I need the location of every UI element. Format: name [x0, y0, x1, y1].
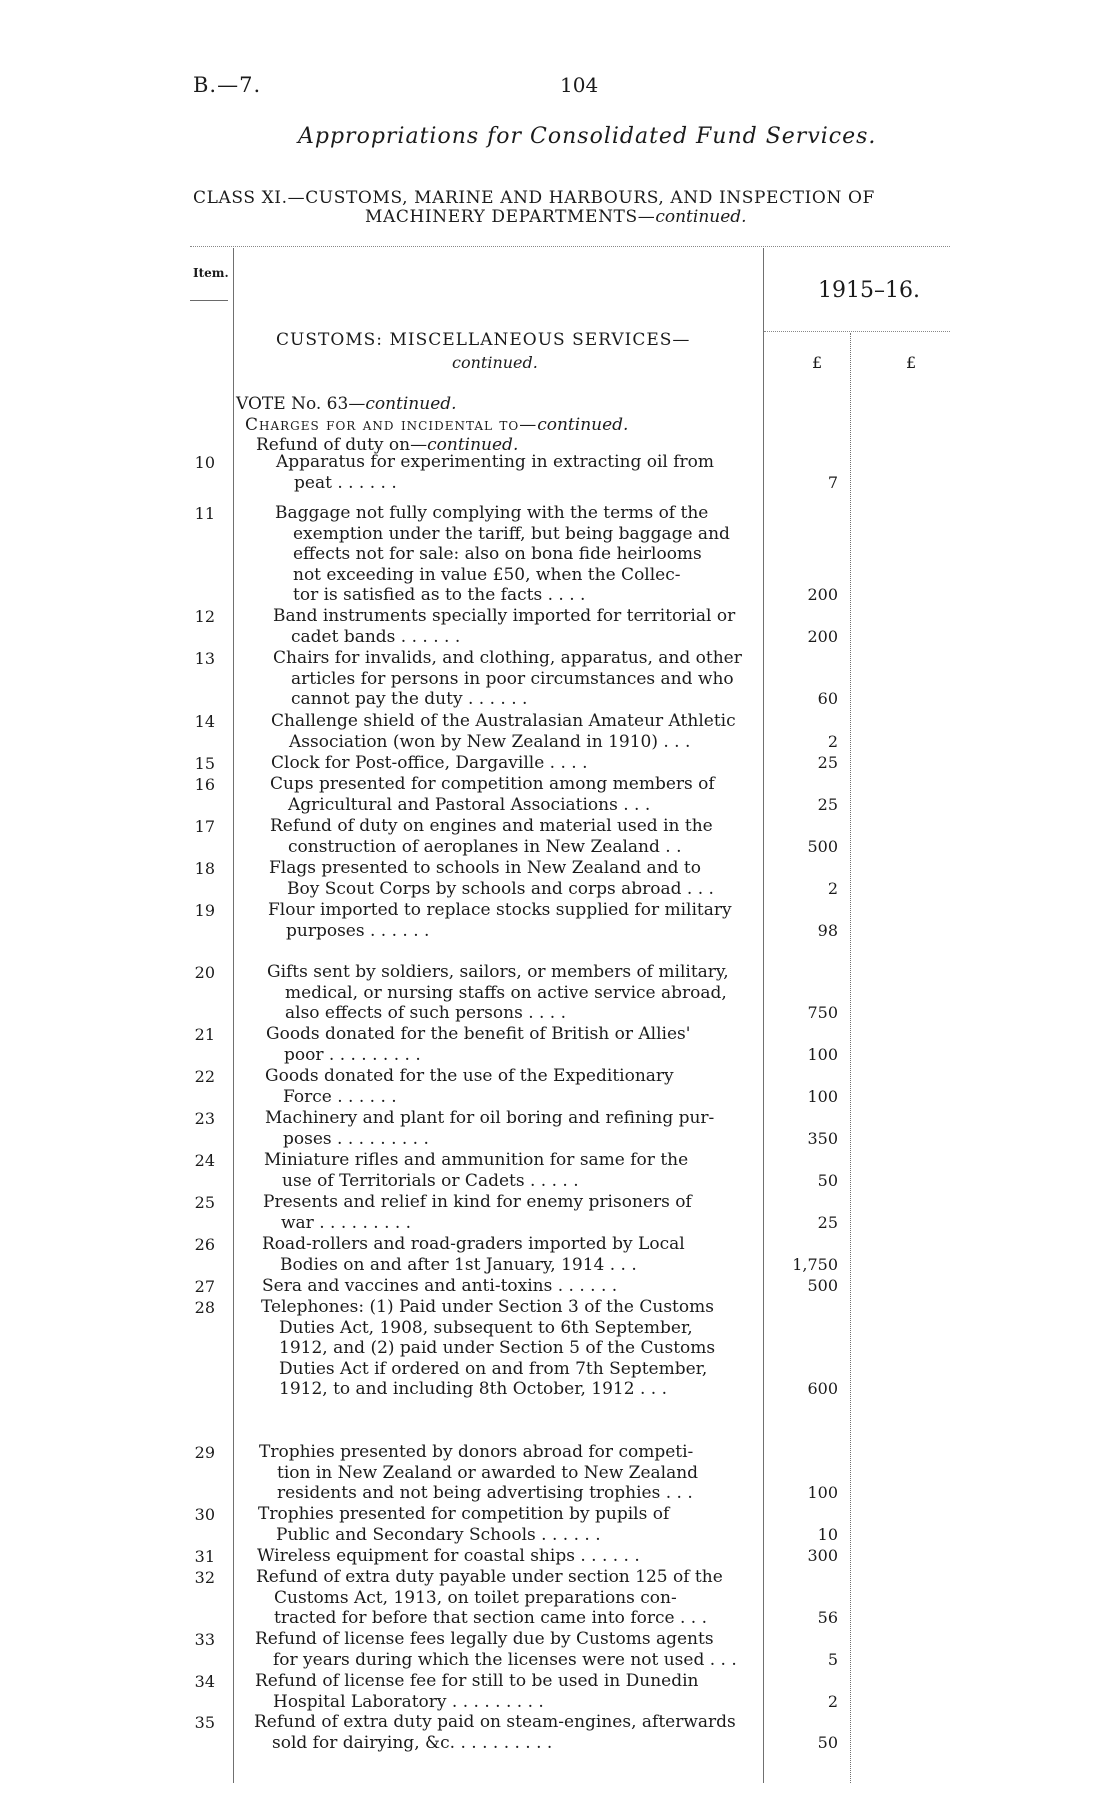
item-amount: 25: [817, 795, 838, 814]
item-number: 31: [194, 1547, 215, 1566]
item-description: [255, 1671, 745, 1712]
item-amount: 200: [807, 585, 838, 604]
item-number: 24: [194, 1151, 215, 1170]
item-description: [256, 1567, 746, 1629]
item-description: [266, 1024, 756, 1065]
description-line: articles for persons in poor circumstances and who: [291, 668, 734, 689]
description-line: Refund of extra duty payable under section 125 of the: [256, 1567, 723, 1587]
description-line: Cups presented for competition among members of: [270, 774, 715, 794]
item-amount: 100: [807, 1087, 838, 1106]
description-line: Baggage not fully complying with the terms of the: [275, 503, 709, 523]
class-heading-line1: CLASS XI.—CUSTOMS, MARINE AND HARBOURS, AND INSPECTION OF: [193, 188, 875, 208]
item-number: 13: [194, 649, 215, 668]
description-line: Force . . . . . .: [283, 1086, 397, 1107]
description-line: purposes . . . . . .: [286, 920, 430, 941]
item-number: 35: [194, 1713, 215, 1732]
currency-symbol-col1: £: [812, 353, 823, 372]
description-line: tion in New Zealand or awarded to New Zealand: [277, 1462, 699, 1483]
charges-heading: [245, 415, 628, 435]
description-line: Goods donated for the benefit of British or Allies': [266, 1024, 691, 1044]
description-line: war . . . . . . . . .: [281, 1212, 412, 1233]
item-number: 11: [194, 504, 215, 523]
page-title: Appropriations for Consolidated Fund Services.: [298, 124, 877, 149]
description-line: Boy Scout Corps by schools and corps abroad . . .: [287, 878, 714, 899]
description-line: Band instruments specially imported for territorial or: [273, 606, 736, 626]
description-line: Customs Act, 1913, on toilet preparations con-: [274, 1587, 677, 1608]
description-line: Gifts sent by soldiers, sailors, or members of military,: [267, 962, 729, 982]
description-line: Miniature rifles and ammunition for same for the: [264, 1150, 689, 1170]
description-line: Refund of extra duty paid on steam-engines, afterwards: [254, 1712, 736, 1732]
description-line: sold for dairying, &c. . . . . . . . . .: [272, 1732, 553, 1753]
vote-label: VOTE No. 63—: [236, 394, 366, 414]
description-line: effects not for sale: also on bona fide heirlooms: [293, 544, 702, 565]
item-amount: 2: [827, 1692, 838, 1711]
item-description: [254, 1712, 744, 1753]
item-column-divider: [233, 248, 234, 1783]
refund-continued: continued.: [427, 435, 519, 455]
item-amount: 750: [807, 1003, 838, 1022]
item-amount: 50: [817, 1171, 838, 1190]
year-header-rule: [764, 331, 950, 332]
description-line: Clock for Post-office, Dargaville . . . .: [271, 753, 588, 773]
item-description: [255, 1629, 745, 1670]
description-line: Machinery and plant for oil boring and refining pur-: [265, 1108, 715, 1128]
table-top-rule: [190, 246, 950, 247]
class-heading-continued: continued.: [655, 207, 747, 227]
item-number: 16: [194, 775, 215, 794]
document-code: B.—7.: [193, 73, 262, 97]
description-line: Flags presented to schools in New Zealand and to: [269, 858, 701, 878]
item-number: 21: [194, 1025, 215, 1044]
item-amount: 2: [827, 879, 838, 898]
item-number: 20: [194, 963, 215, 982]
item-number: 23: [194, 1109, 215, 1128]
description-line: Duties Act, 1908, subsequent to 6th September,: [279, 1317, 693, 1338]
description-line: Challenge shield of the Australasian Amateur Athletic: [271, 711, 736, 731]
item-description: [275, 503, 765, 606]
description-line: cadet bands . . . . . .: [291, 626, 461, 647]
description-line: Road-rollers and road-graders imported by Local: [262, 1234, 685, 1254]
item-amount: 600: [807, 1379, 838, 1398]
description-line: for years during which the licenses were not used . . .: [273, 1649, 737, 1670]
description-line: Telephones: (1) Paid under Section 3 of the Customs: [261, 1297, 714, 1317]
item-number: 18: [194, 859, 215, 878]
item-number: 22: [194, 1067, 215, 1086]
item-amount: 10: [817, 1525, 838, 1544]
item-amount: 300: [807, 1546, 838, 1565]
description-line: Association (won by New Zealand in 1910) . . .: [289, 731, 691, 752]
description-line: Refund of license fees legally due by Customs agents: [255, 1629, 714, 1649]
item-description: [267, 962, 757, 1024]
description-line: medical, or nursing staffs on active service abroad,: [285, 982, 727, 1003]
item-description: [270, 816, 760, 857]
item-description: [262, 1234, 752, 1275]
description-line: Apparatus for experimenting in extracting oil from: [276, 452, 715, 472]
item-number: 19: [194, 901, 215, 920]
item-amount: 25: [817, 753, 838, 772]
description-line: also effects of such persons . . . .: [285, 1003, 567, 1024]
item-amount: 25: [817, 1213, 838, 1232]
item-amount: 350: [807, 1129, 838, 1148]
item-number: 33: [194, 1630, 215, 1649]
page-number: 104: [560, 73, 599, 97]
description-line: Goods donated for the use of the Expeditionary: [265, 1066, 674, 1086]
item-number: 28: [194, 1298, 215, 1317]
description-line: Hospital Laboratory . . . . . . . . .: [273, 1691, 544, 1712]
currency-symbol-col2: £: [906, 353, 917, 372]
item-amount: 60: [817, 689, 838, 708]
item-number: 26: [194, 1235, 215, 1254]
item-description: [276, 452, 766, 493]
description-line: poses . . . . . . . . .: [283, 1128, 429, 1149]
item-description: [258, 1504, 748, 1545]
description-line: use of Territorials or Cadets . . . . .: [282, 1170, 579, 1191]
description-line: Refund of license fee for still to be used in Dunedin: [255, 1671, 699, 1691]
description-line: Refund of duty on engines and material used in the: [270, 816, 713, 836]
description-line: Wireless equipment for coastal ships . . . . . .: [257, 1546, 640, 1566]
item-number: 34: [194, 1672, 215, 1691]
item-description: [259, 1442, 749, 1504]
vote-continued: continued.: [365, 394, 457, 414]
item-number: 17: [194, 817, 215, 836]
description-line: construction of aeroplanes in New Zealand . .: [288, 836, 682, 857]
class-heading-line2: [365, 207, 747, 227]
item-description: [263, 1192, 753, 1233]
class-heading-main: MACHINERY DEPARTMENTS—: [365, 207, 656, 227]
description-line: tracted for before that section came into force . . .: [274, 1608, 707, 1629]
item-amount: 98: [817, 921, 838, 940]
item-amount: 1,750: [792, 1255, 838, 1274]
description-line: tor is satisfied as to the facts . . . .: [293, 585, 586, 606]
item-column-header: Item.: [193, 266, 229, 280]
item-amount: 100: [807, 1483, 838, 1502]
item-amount: 100: [807, 1045, 838, 1064]
item-header-rule: [190, 300, 228, 301]
item-description: [270, 774, 760, 815]
section-continued: continued.: [452, 353, 538, 372]
item-amount: 2: [827, 732, 838, 751]
item-description: [265, 1066, 755, 1107]
item-description: [271, 753, 761, 774]
item-amount: 56: [817, 1608, 838, 1627]
description-line: peat . . . . . .: [294, 472, 397, 493]
description-line: Presents and relief in kind for enemy prisoners of: [263, 1192, 692, 1212]
item-description: [262, 1276, 752, 1297]
item-description: [264, 1150, 754, 1191]
item-number: 14: [194, 712, 215, 731]
item-number: 10: [194, 453, 215, 472]
description-line: Sera and vaccines and anti-toxins . . . . . .: [262, 1276, 618, 1296]
item-description: [273, 648, 763, 710]
section-title: CUSTOMS: MISCELLANEOUS SERVICES—: [276, 330, 691, 350]
amount-column-divider: [850, 333, 851, 1783]
description-line: not exceeding in value £50, when the Collec-: [293, 564, 681, 585]
item-amount: 5: [827, 1650, 838, 1669]
year-column-header: 1915–16.: [818, 278, 920, 303]
item-description: [269, 858, 759, 899]
description-line: cannot pay the duty . . . . . .: [291, 689, 528, 710]
charges-continued: continued.: [537, 415, 629, 435]
description-line: Chairs for invalids, and clothing, apparatus, and other: [273, 648, 742, 668]
item-number: 32: [194, 1568, 215, 1587]
item-amount: 500: [807, 1276, 838, 1295]
item-amount: 200: [807, 627, 838, 646]
item-amount: 7: [827, 473, 838, 492]
description-line: Agricultural and Pastoral Associations . . .: [288, 794, 651, 815]
vote-heading: [236, 394, 457, 414]
item-description: [268, 900, 758, 941]
description-line: 1912, to and including 8th October, 1912 . . .: [279, 1379, 667, 1400]
item-description: [273, 606, 763, 647]
description-line: Trophies presented for competition by pupils of: [258, 1504, 670, 1524]
item-description: [271, 711, 761, 752]
charges-label: Charges for and incidental to—: [245, 415, 538, 435]
description-line: Flour imported to replace stocks supplied for military: [268, 900, 732, 920]
description-line: exemption under the tariff, but being baggage and: [293, 523, 730, 544]
item-description: [257, 1546, 747, 1567]
item-number: 15: [194, 754, 215, 773]
description-line: Trophies presented by donors abroad for competi-: [259, 1442, 694, 1462]
refund-label: Refund of duty on—: [256, 435, 428, 455]
item-number: 29: [194, 1443, 215, 1462]
item-amount: 50: [817, 1733, 838, 1752]
item-amount: 500: [807, 837, 838, 856]
description-line: Duties Act if ordered on and from 7th September,: [279, 1358, 708, 1379]
description-line: Public and Secondary Schools . . . . . .: [276, 1524, 601, 1545]
item-number: 25: [194, 1193, 215, 1212]
description-line: poor . . . . . . . . .: [284, 1044, 421, 1065]
description-line: residents and not being advertising trophies . . .: [277, 1483, 693, 1504]
item-description: [265, 1108, 755, 1149]
description-line: Bodies on and after 1st January, 1914 . . .: [280, 1254, 637, 1275]
item-number: 12: [194, 607, 215, 626]
description-line: 1912, and (2) paid under Section 5 of the Customs: [279, 1338, 716, 1359]
item-number: 27: [194, 1277, 215, 1296]
item-description: [261, 1297, 751, 1400]
item-number: 30: [194, 1505, 215, 1524]
